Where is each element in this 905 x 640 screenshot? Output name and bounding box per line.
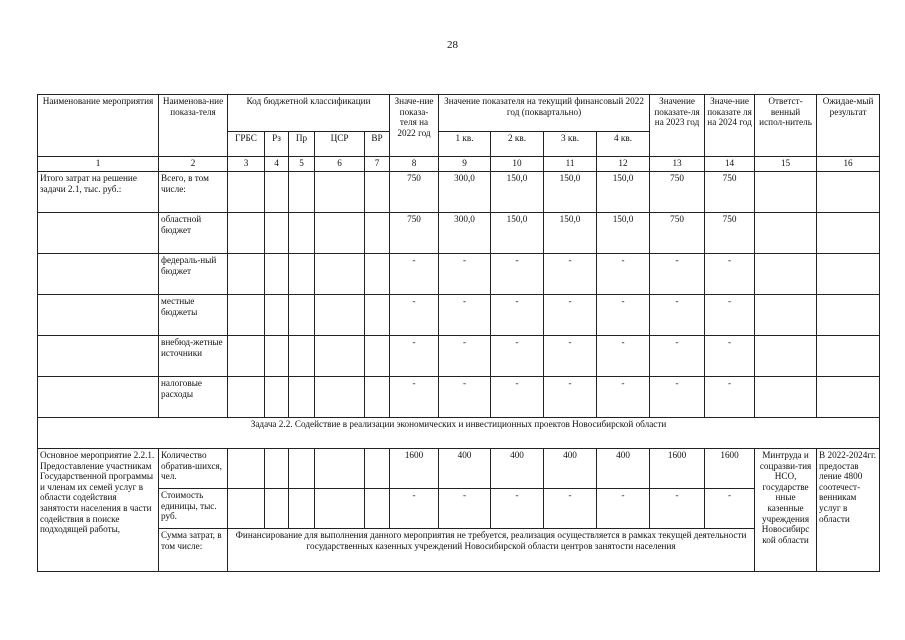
header-pr: Пр <box>289 132 315 157</box>
col-number: 12 <box>597 157 650 172</box>
dash-cell: - <box>650 377 705 418</box>
col-number: 11 <box>544 157 597 172</box>
value-cell: 150,0 <box>597 213 650 254</box>
financing-note: Финансирование для выполнения данного мероприятия не требуется, реализация осуществляется в рамках текущей деятельности государственных казенных учреждений Новосибирской области центров занятости населения <box>228 529 755 572</box>
col-number: 9 <box>439 157 491 172</box>
header-q2: 2 кв. <box>491 132 544 157</box>
dash-cell: - <box>439 336 491 377</box>
dash-cell: - <box>544 489 597 529</box>
value-cell: 400 <box>491 449 544 489</box>
expected-result: В 2022-2024гг. предостав ление 4800 соотечест-венникам услуг в области <box>817 449 880 572</box>
indicator-name: Стоимость единицы, тыс. руб. <box>159 489 228 529</box>
dash-cell: - <box>544 295 597 336</box>
col-number: 14 <box>705 157 755 172</box>
dash-cell: - <box>491 489 544 529</box>
value-cell: 150,0 <box>544 213 597 254</box>
col-number: 5 <box>289 157 315 172</box>
dash-cell: - <box>544 336 597 377</box>
dash-cell: - <box>390 377 439 418</box>
col-number: 7 <box>365 157 390 172</box>
header-measure: Наименование мероприятия <box>38 95 159 157</box>
dash-cell: - <box>439 377 491 418</box>
header-q3: 3 кв. <box>544 132 597 157</box>
col-number: 3 <box>228 157 265 172</box>
task-heading: Задача 2.2. Содействие в реализации экономических и инвестиционных проектов Новосибирской области <box>38 418 880 449</box>
header-current-year: Значение показателя на текущий финансовый 2022 год (поквартально) <box>439 95 650 132</box>
header-csr: ЦСР <box>315 132 365 157</box>
page-number: 28 <box>447 39 458 51</box>
header-value-2022: Значе-ние показа-теля на 2022 год <box>390 95 439 157</box>
indicator-name: налоговые расходы <box>159 377 228 418</box>
value-cell: 750 <box>650 213 705 254</box>
dash-cell: - <box>705 336 755 377</box>
indicator-name: федераль-ный бюджет <box>159 254 228 295</box>
header-responsible: Ответст-венный испол-нитель <box>755 95 817 157</box>
dash-cell: - <box>390 489 439 529</box>
value-cell: 1600 <box>390 449 439 489</box>
header-vr: ВР <box>365 132 390 157</box>
value-cell: 400 <box>439 449 491 489</box>
value-cell: 750 <box>390 213 439 254</box>
col-number: 6 <box>315 157 365 172</box>
header-grbs: ГРБС <box>228 132 265 157</box>
col-number: 10 <box>491 157 544 172</box>
col-number: 15 <box>755 157 817 172</box>
dash-cell: - <box>597 377 650 418</box>
responsible-executor: Минтруда и соцразви-тия НСО, государстве нные казенные учреждения Новосибирс кой области <box>755 449 817 572</box>
header-q4: 4 кв. <box>597 132 650 157</box>
col-number: 16 <box>817 157 880 172</box>
dash-cell: - <box>597 489 650 529</box>
header-result: Ожидае-мый результат <box>817 95 880 157</box>
header-q1: 1 кв. <box>439 132 491 157</box>
header-value-2024: Значе-ние показате ля на 2024 год <box>705 95 755 157</box>
value-cell: 1600 <box>650 449 705 489</box>
dash-cell: - <box>705 254 755 295</box>
col-number: 8 <box>390 157 439 172</box>
value-cell: 750 <box>650 172 705 213</box>
value-cell: 1600 <box>705 449 755 489</box>
total-label: Итого затрат на решение задачи 2.1, тыс. руб.: <box>38 172 159 213</box>
dash-cell: - <box>650 336 705 377</box>
header-rz: Рз <box>265 132 289 157</box>
dash-cell: - <box>439 254 491 295</box>
dash-cell: - <box>390 336 439 377</box>
dash-cell: - <box>650 295 705 336</box>
value-cell: 300,0 <box>439 172 491 213</box>
indicator-name: местные бюджеты <box>159 295 228 336</box>
dash-cell: - <box>597 254 650 295</box>
dash-cell: - <box>650 489 705 529</box>
dash-cell: - <box>544 254 597 295</box>
measure-name: Основное мероприятие 2.2.1. Предоставление участникам Государственной программы и членам их семей услуг в области содействия занятости населения в части содействия в поиске подходящей работы, <box>38 449 159 572</box>
header-indicator: Наименова-ние показа-теля <box>159 95 228 157</box>
col-number: 2 <box>159 157 228 172</box>
dash-cell: - <box>491 336 544 377</box>
dash-cell: - <box>544 377 597 418</box>
value-cell: 150,0 <box>597 172 650 213</box>
dash-cell: - <box>491 254 544 295</box>
value-cell: 400 <box>544 449 597 489</box>
dash-cell: - <box>650 254 705 295</box>
value-cell: 750 <box>390 172 439 213</box>
dash-cell: - <box>705 295 755 336</box>
value-cell: 400 <box>597 449 650 489</box>
dash-cell: - <box>705 489 755 529</box>
indicator-table <box>37 94 880 572</box>
dash-cell: - <box>390 295 439 336</box>
header-budget-code: Код бюджетной классификации <box>228 95 390 132</box>
header-value-2023: Значение показате-ля на 2023 год <box>650 95 705 157</box>
indicator-name: Количество обратив-шихся, чел. <box>159 449 228 489</box>
dash-cell: - <box>597 336 650 377</box>
value-cell: 750 <box>705 172 755 213</box>
dash-cell: - <box>390 254 439 295</box>
dash-cell: - <box>705 377 755 418</box>
dash-cell: - <box>491 377 544 418</box>
col-number: 1 <box>38 157 159 172</box>
value-cell: 150,0 <box>544 172 597 213</box>
col-number: 4 <box>265 157 289 172</box>
indicator-name: областной бюджет <box>159 213 228 254</box>
indicator-name: Сумма затрат, в том числе: <box>159 529 228 572</box>
value-cell: 150,0 <box>491 172 544 213</box>
dash-cell: - <box>439 489 491 529</box>
indicator-name: Всего, в том числе: <box>159 172 228 213</box>
dash-cell: - <box>439 295 491 336</box>
indicator-name: внебюд-жетные источники <box>159 336 228 377</box>
dash-cell: - <box>491 295 544 336</box>
value-cell: 750 <box>705 213 755 254</box>
col-number: 13 <box>650 157 705 172</box>
dash-cell: - <box>597 295 650 336</box>
value-cell: 300,0 <box>439 213 491 254</box>
value-cell: 150,0 <box>491 213 544 254</box>
